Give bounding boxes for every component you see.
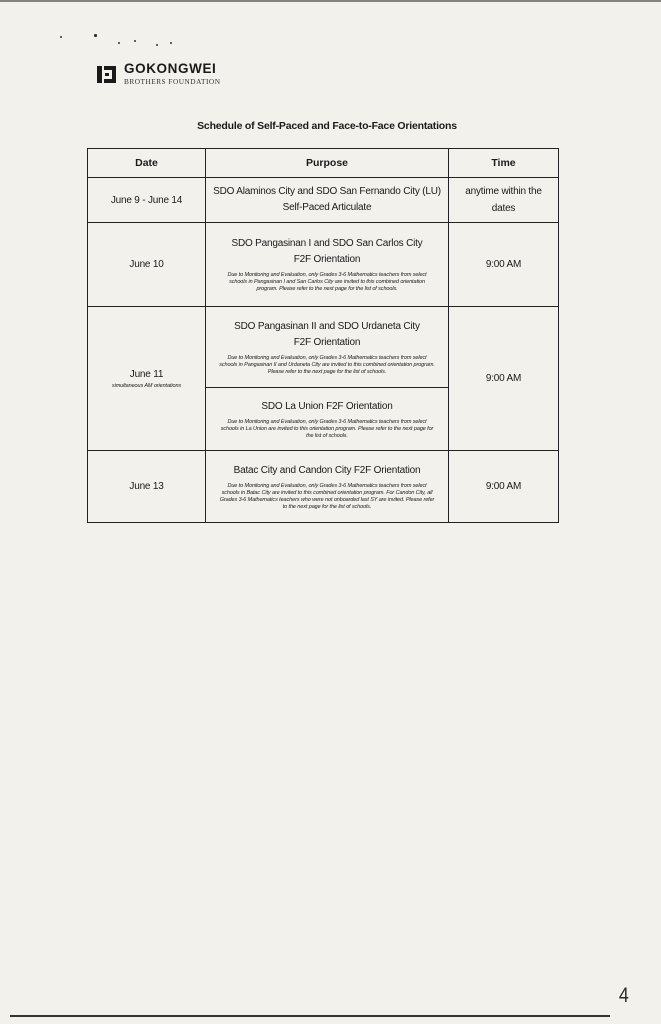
table-header-row	[88, 149, 559, 178]
scan-edge-bottom	[10, 1015, 610, 1017]
purpose-note: Due to Monitoring and Evaluation, only Grades 3-6 Mathematics teachers from select schools in Batac City are invited to this combined orientation program. For Candon City, all Grades 3-6 Mathematics teachers who were not onboarded last SY are invited. Please refer to the next page for the list of schools.	[219, 482, 435, 510]
purpose-subtitle: F2F Orientation	[293, 254, 361, 265]
purpose-title: SDO La Union F2F Orientation	[261, 400, 393, 412]
column-header-time: Time	[449, 149, 559, 178]
org-name: GOKONGWEI	[124, 61, 217, 76]
foundation-logo	[96, 62, 220, 87]
purpose-title: SDO Pangasinan II and SDO Urdaneta City	[234, 320, 420, 332]
date-cell: June 13	[88, 451, 206, 523]
speck	[134, 40, 136, 42]
page-number: 4	[618, 984, 629, 1007]
purpose-cell	[206, 307, 449, 388]
purpose-subtitle: Self-Paced Articulate	[282, 202, 372, 213]
logo-text	[124, 62, 220, 87]
scan-edge-top	[0, 0, 661, 2]
time-cell: 9:00 AM	[449, 451, 559, 523]
speck	[94, 34, 97, 37]
time-cell: anytime within the dates	[449, 178, 559, 223]
foundation-logo-icon	[96, 63, 118, 85]
org-subtitle: BROTHERS FOUNDATION	[124, 77, 221, 86]
document-title: Schedule of Self-Paced and Face-to-Face Orientations	[197, 120, 457, 132]
schedule-table	[87, 148, 559, 523]
time-cell: 9:00 AM	[449, 223, 559, 307]
date-note: simultaneous AM orientations	[111, 382, 182, 389]
purpose-title: Batac City and Candon City F2F Orientation	[233, 464, 421, 476]
scan-specks	[58, 32, 188, 48]
table-row	[88, 307, 559, 388]
purpose-cell	[206, 388, 449, 451]
table-row	[88, 223, 559, 307]
purpose-note: Due to Monitoring and Evaluation, only Grades 3-6 Mathematics teachers from select schools in La Union are invited to this orientation program. Please refer to the next page for the list of schools.	[220, 418, 434, 439]
column-header-date: Date	[88, 149, 206, 178]
purpose-title: SDO Alaminos City and SDO San Fernando City (LU)	[213, 186, 441, 197]
time-cell: 9:00 AM	[449, 307, 559, 451]
column-header-purpose: Purpose	[206, 149, 449, 178]
date-cell: June 10	[88, 223, 206, 307]
purpose-note: Due to Monitoring and Evaluation, only Grades 3-6 Mathematics teachers from select schools in Pangasinan I and San Carlos City are invited to this combined orientation program. Please refer to the next page for the list of schools.	[227, 272, 427, 292]
date-cell: June 9 - June 14	[88, 178, 206, 223]
purpose-cell	[206, 451, 449, 523]
purpose-subtitle: F2F Orientation	[293, 336, 361, 348]
purpose-cell	[206, 178, 449, 223]
purpose-note: Due to Monitoring and Evaluation, only Grades 3-6 Mathematics teachers from select schools in Pangasinan II and Urdaneta City are invited to this combined orientation program. Please refer to the next page for the list of schools.	[219, 354, 435, 375]
speck	[156, 44, 158, 46]
table-row	[88, 178, 559, 223]
table-row	[88, 451, 559, 523]
speck	[170, 42, 172, 44]
speck	[118, 42, 120, 44]
date-cell	[88, 307, 206, 451]
date-label: June 11	[129, 368, 164, 380]
purpose-title: SDO Pangasinan I and SDO San Carlos City	[231, 238, 423, 249]
purpose-cell	[206, 223, 449, 307]
speck	[60, 36, 62, 38]
